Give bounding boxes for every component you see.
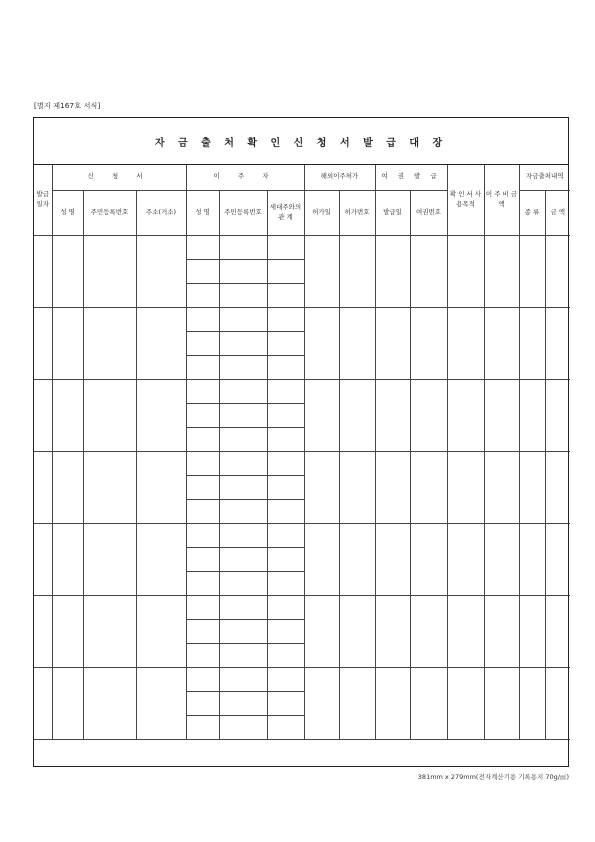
permit-number-cell[interactable] [339,235,375,307]
applicant-name-cell[interactable] [52,451,83,523]
purpose-header: 확 인 서 사용목적 [447,165,484,235]
emigrant-id-cell[interactable] [219,619,267,643]
relation-cell[interactable] [267,619,304,643]
emigrant-id-cell[interactable] [219,475,267,499]
emigrant-id-cell[interactable] [219,547,267,571]
applicant-id-header: 주민등록번호 [83,190,136,235]
emigrant-name-cell[interactable] [186,475,219,499]
record-subrow [34,595,570,619]
applicant-id-cell[interactable] [83,307,136,379]
fund-amount-cell[interactable] [545,307,570,379]
expense-header: 이 주 비 금 액 [484,165,519,235]
applicant-name-cell[interactable] [52,667,83,739]
emigrant-name-cell[interactable] [186,331,219,355]
purpose-cell[interactable] [447,595,484,667]
emigrant-id-cell[interactable] [219,427,267,451]
emigrant-id-cell[interactable] [219,235,267,259]
applicant-address-cell[interactable] [136,235,186,307]
emigrant-name-cell[interactable] [186,619,219,643]
applicant-address-cell[interactable] [136,307,186,379]
relation-cell[interactable] [267,595,304,619]
passport-date-cell[interactable] [375,235,410,307]
passport-date-cell[interactable] [375,523,410,595]
ledger-sheet [33,117,569,767]
permit-number-cell[interactable] [339,667,375,739]
relation-header: 세대주와의 관 계 [267,190,304,235]
relation-cell[interactable] [267,379,304,403]
purpose-cell[interactable] [447,379,484,451]
passport-number-cell[interactable] [410,235,447,307]
relation-cell[interactable] [267,715,304,739]
applicant-address-cell[interactable] [136,667,186,739]
purpose-cell[interactable] [447,667,484,739]
purpose-cell[interactable] [447,235,484,307]
expense-cell[interactable] [484,523,519,595]
relation-cell[interactable] [267,259,304,283]
permit-date-header: 허가일 [304,190,339,235]
record-subrow [34,667,570,691]
applicant-id-cell[interactable] [83,667,136,739]
overseas-permit-header: 해외이주허가 [304,165,375,190]
passport-date-cell[interactable] [375,379,410,451]
record-subrow [34,235,570,259]
emigrant-name-cell[interactable] [186,355,219,379]
relation-cell[interactable] [267,571,304,595]
emigrant-name-cell[interactable] [186,547,219,571]
emigrant-id-cell[interactable] [219,643,267,667]
applicant-id-cell[interactable] [83,235,136,307]
passport-header: 여 권 발 급 [375,165,447,190]
emigrant-id-cell[interactable] [219,595,267,619]
emigrant-id-cell[interactable] [219,571,267,595]
permit-date-cell[interactable] [304,667,339,739]
purpose-cell[interactable] [447,307,484,379]
fund-type-cell[interactable] [519,379,545,451]
issue-date-cell[interactable] [34,379,52,451]
purpose-cell[interactable] [447,523,484,595]
permit-date-cell[interactable] [304,523,339,595]
applicant-address-header: 주소(거소) [136,190,186,235]
purpose-cell[interactable] [447,451,484,523]
fund-type-cell[interactable] [519,667,545,739]
permit-date-cell[interactable] [304,451,339,523]
relation-cell[interactable] [267,283,304,307]
issue-date-cell[interactable] [34,307,52,379]
emigrant-name-cell[interactable] [186,379,219,403]
expense-cell[interactable] [484,595,519,667]
emigrant-name-cell[interactable] [186,667,219,691]
applicant-address-cell[interactable] [136,595,186,667]
passport-number-cell[interactable] [410,451,447,523]
emigrant-name-cell[interactable] [186,595,219,619]
relation-cell[interactable] [267,355,304,379]
emigrant-name-cell[interactable] [186,451,219,475]
applicant-address-cell[interactable] [136,451,186,523]
relation-cell[interactable] [267,331,304,355]
fund-amount-cell[interactable] [545,667,570,739]
fund-amount-header: 금 액 [545,190,570,235]
fund-type-cell[interactable] [519,595,545,667]
expense-cell[interactable] [484,451,519,523]
relation-cell[interactable] [267,235,304,259]
emigrant-name-cell[interactable] [186,691,219,715]
emigrant-name-cell[interactable] [186,283,219,307]
applicant-name-cell[interactable] [52,235,83,307]
issue-date-cell[interactable] [34,235,52,307]
emigrant-id-cell[interactable] [219,283,267,307]
applicant-name-header: 성 명 [52,190,83,235]
passport-number-cell[interactable] [410,379,447,451]
form-reference: [별지 제167호 서식] [34,102,101,110]
relation-cell[interactable] [267,643,304,667]
applicant-header: 신 청 서 [52,165,186,190]
record-subrow [34,379,570,403]
relation-cell[interactable] [267,427,304,451]
passport-date-cell[interactable] [375,595,410,667]
emigrant-name-cell[interactable] [186,235,219,259]
passport-date-cell[interactable] [375,667,410,739]
permit-number-cell[interactable] [339,523,375,595]
permit-number-cell[interactable] [339,307,375,379]
permit-date-cell[interactable] [304,379,339,451]
relation-cell[interactable] [267,523,304,547]
emigrant-name-cell[interactable] [186,307,219,331]
permit-date-cell[interactable] [304,235,339,307]
relation-cell[interactable] [267,451,304,475]
passport-number-cell[interactable] [410,667,447,739]
emigrant-id-cell[interactable] [219,259,267,283]
applicant-id-cell[interactable] [83,379,136,451]
applicant-id-cell[interactable] [83,451,136,523]
header-row-1 [34,165,570,190]
passport-date-cell[interactable] [375,307,410,379]
issue-date-cell[interactable] [34,595,52,667]
issue-date-cell[interactable] [34,667,52,739]
fund-amount-cell[interactable] [545,235,570,307]
ledger-table [34,165,570,740]
expense-cell[interactable] [484,235,519,307]
emigrant-name-cell[interactable] [186,571,219,595]
applicant-name-cell[interactable] [52,595,83,667]
ledger-title: 자 금 출 처 확 인 신 청 서 발 급 대 장 [34,118,568,165]
emigrant-id-cell[interactable] [219,523,267,547]
issue-date-cell[interactable] [34,523,52,595]
emigrant-id-header: 주민등록번호 [219,190,267,235]
permit-date-cell[interactable] [304,595,339,667]
fund-amount-cell[interactable] [545,379,570,451]
permit-number-cell[interactable] [339,451,375,523]
emigrant-id-cell[interactable] [219,451,267,475]
emigrant-name-cell[interactable] [186,523,219,547]
relation-cell[interactable] [267,307,304,331]
applicant-name-cell[interactable] [52,307,83,379]
passport-number-cell[interactable] [410,523,447,595]
issue-date-cell[interactable] [34,451,52,523]
passport-number-header: 여권번호 [410,190,447,235]
fund-type-cell[interactable] [519,235,545,307]
relation-cell[interactable] [267,691,304,715]
relation-cell[interactable] [267,475,304,499]
fund-type-cell[interactable] [519,307,545,379]
issue-date-header: 발급 일자 [34,165,52,235]
emigrant-id-cell[interactable] [219,403,267,427]
permit-number-cell[interactable] [339,595,375,667]
passport-date-header: 발급일 [375,190,410,235]
passport-date-cell[interactable] [375,451,410,523]
emigrant-name-cell[interactable] [186,403,219,427]
applicant-id-cell[interactable] [83,595,136,667]
emigrant-id-cell[interactable] [219,715,267,739]
emigrant-id-cell[interactable] [219,499,267,523]
record-subrow [34,451,570,475]
fund-type-cell[interactable] [519,523,545,595]
fund-amount-cell[interactable] [545,595,570,667]
fund-detail-header: 자금출처내역 [519,165,570,190]
emigrant-id-cell[interactable] [219,691,267,715]
emigrant-name-header: 성 명 [186,190,219,235]
emigrant-name-cell[interactable] [186,715,219,739]
expense-cell[interactable] [484,379,519,451]
applicant-address-cell[interactable] [136,523,186,595]
expense-cell[interactable] [484,307,519,379]
record-subrow [34,523,570,547]
fund-type-cell[interactable] [519,451,545,523]
relation-cell[interactable] [267,547,304,571]
fund-type-header: 종 류 [519,190,545,235]
relation-cell[interactable] [267,499,304,523]
record-subrow [34,307,570,331]
emigrant-id-cell[interactable] [219,379,267,403]
emigrant-name-cell[interactable] [186,643,219,667]
applicant-name-cell[interactable] [52,379,83,451]
emigrant-id-cell[interactable] [219,331,267,355]
fund-amount-cell[interactable] [545,451,570,523]
emigrant-name-cell[interactable] [186,427,219,451]
permit-number-cell[interactable] [339,379,375,451]
emigrant-header: 이 주 자 [186,165,304,190]
emigrant-name-cell[interactable] [186,259,219,283]
permit-date-cell[interactable] [304,307,339,379]
applicant-address-cell[interactable] [136,379,186,451]
relation-cell[interactable] [267,403,304,427]
applicant-name-cell[interactable] [52,523,83,595]
relation-cell[interactable] [267,667,304,691]
permit-number-header: 허가번호 [339,190,375,235]
expense-cell[interactable] [484,667,519,739]
fund-amount-cell[interactable] [545,523,570,595]
paper-spec-note: 381mm x 279mm(전자계산기용 기록용지 70g/㎡) [417,773,569,781]
applicant-id-cell[interactable] [83,523,136,595]
emigrant-id-cell[interactable] [219,355,267,379]
emigrant-name-cell[interactable] [186,499,219,523]
emigrant-id-cell[interactable] [219,667,267,691]
passport-number-cell[interactable] [410,595,447,667]
emigrant-id-cell[interactable] [219,307,267,331]
passport-number-cell[interactable] [410,307,447,379]
